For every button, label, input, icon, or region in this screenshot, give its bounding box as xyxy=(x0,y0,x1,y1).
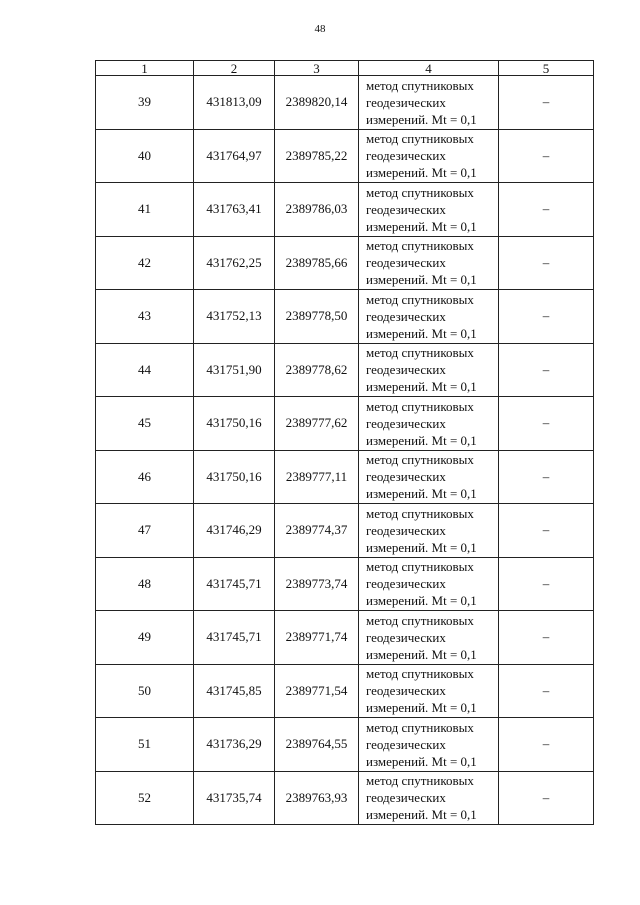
method-description xyxy=(359,236,499,290)
coordinate-y: 2389778,50 xyxy=(275,290,359,344)
table-row xyxy=(96,343,594,397)
coordinate-x: 431813,09 xyxy=(194,76,275,130)
coordinate-x: 431762,25 xyxy=(194,236,275,290)
method-line: метод спутниковых xyxy=(366,773,474,789)
method-description xyxy=(359,76,499,130)
method-line: метод спутниковых xyxy=(366,666,474,682)
method-line: метод спутниковых xyxy=(366,505,474,521)
point-number: 44 xyxy=(96,343,194,397)
method-line: геодезических xyxy=(366,576,446,592)
coordinate-x: 431745,71 xyxy=(194,611,275,665)
coordinate-y: 2389785,66 xyxy=(275,236,359,290)
coordinate-y: 2389777,11 xyxy=(275,450,359,504)
method-line: метод спутниковых xyxy=(366,559,474,575)
table-row xyxy=(96,76,594,130)
table-row xyxy=(96,664,594,718)
method-line: метод спутниковых xyxy=(366,612,474,628)
point-number: 41 xyxy=(96,183,194,237)
coordinate-y: 2389763,93 xyxy=(275,771,359,825)
method-line: геодезических xyxy=(366,469,446,485)
column-5-value: – xyxy=(499,183,594,237)
method-line: метод спутниковых xyxy=(366,238,474,254)
column-5-value: – xyxy=(499,397,594,451)
column-5-value: – xyxy=(499,236,594,290)
method-line: геодезических xyxy=(366,362,446,378)
table-row xyxy=(96,504,594,558)
method-description xyxy=(359,557,499,611)
coordinate-x: 431751,90 xyxy=(194,343,275,397)
method-description xyxy=(359,343,499,397)
method-description xyxy=(359,450,499,504)
method-description xyxy=(359,664,499,718)
method-line: метод спутниковых xyxy=(366,719,474,735)
method-line: измерений. Mt = 0,1 xyxy=(366,165,477,181)
column-5-value: – xyxy=(499,129,594,183)
point-number: 42 xyxy=(96,236,194,290)
column-5-value: – xyxy=(499,450,594,504)
method-line: метод спутниковых xyxy=(366,77,474,93)
method-line: геодезических xyxy=(366,736,446,752)
method-description xyxy=(359,611,499,665)
coordinate-y: 2389771,54 xyxy=(275,664,359,718)
coordinate-x: 431745,71 xyxy=(194,557,275,611)
table-row xyxy=(96,611,594,665)
method-description xyxy=(359,504,499,558)
page-number: 48 xyxy=(314,23,326,35)
method-line: измерений. Mt = 0,1 xyxy=(366,700,477,716)
method-line: метод спутниковых xyxy=(366,452,474,468)
method-line: измерений. Mt = 0,1 xyxy=(366,753,477,769)
method-description xyxy=(359,290,499,344)
method-line: метод спутниковых xyxy=(366,398,474,414)
table-row xyxy=(96,557,594,611)
table-row xyxy=(96,290,594,344)
method-description xyxy=(359,771,499,825)
method-line: метод спутниковых xyxy=(366,345,474,361)
method-line: геодезических xyxy=(366,148,446,164)
method-line: метод спутниковых xyxy=(366,184,474,200)
column-5-value: – xyxy=(499,771,594,825)
column-5-value: – xyxy=(499,76,594,130)
coordinate-y: 2389777,62 xyxy=(275,397,359,451)
point-number: 47 xyxy=(96,504,194,558)
point-number: 45 xyxy=(96,397,194,451)
method-description xyxy=(359,397,499,451)
column-header-1: 1 xyxy=(96,61,194,76)
method-line: измерений. Mt = 0,1 xyxy=(366,486,477,502)
coordinate-y: 2389774,37 xyxy=(275,504,359,558)
method-line: измерений. Mt = 0,1 xyxy=(366,379,477,395)
coordinate-y: 2389771,74 xyxy=(275,611,359,665)
coordinate-x: 431736,29 xyxy=(194,718,275,772)
coordinate-y: 2389820,14 xyxy=(275,76,359,130)
method-line: метод спутниковых xyxy=(366,131,474,147)
table-header xyxy=(96,61,594,76)
coordinate-y: 2389785,22 xyxy=(275,129,359,183)
method-line: геодезических xyxy=(366,94,446,110)
method-line: геодезических xyxy=(366,629,446,645)
method-line: измерений. Mt = 0,1 xyxy=(366,325,477,341)
method-line: измерений. Mt = 0,1 xyxy=(366,539,477,555)
point-number: 50 xyxy=(96,664,194,718)
point-number: 39 xyxy=(96,76,194,130)
method-line: геодезических xyxy=(366,790,446,806)
method-line: измерений. Mt = 0,1 xyxy=(366,272,477,288)
column-5-value: – xyxy=(499,718,594,772)
column-5-value: – xyxy=(499,664,594,718)
method-line: геодезических xyxy=(366,201,446,217)
point-number: 43 xyxy=(96,290,194,344)
column-header-4: 4 xyxy=(359,61,499,76)
method-line: геодезических xyxy=(366,683,446,699)
method-line: измерений. Mt = 0,1 xyxy=(366,218,477,234)
coordinate-y: 2389786,03 xyxy=(275,183,359,237)
column-header-3: 3 xyxy=(275,61,359,76)
column-header-2: 2 xyxy=(194,61,275,76)
method-line: измерений. Mt = 0,1 xyxy=(366,646,477,662)
point-number: 48 xyxy=(96,557,194,611)
method-line: метод спутниковых xyxy=(366,291,474,307)
point-number: 46 xyxy=(96,450,194,504)
method-description xyxy=(359,183,499,237)
column-5-value: – xyxy=(499,290,594,344)
column-5-value: – xyxy=(499,611,594,665)
coordinate-x: 431750,16 xyxy=(194,397,275,451)
point-number: 51 xyxy=(96,718,194,772)
coordinate-x: 431735,74 xyxy=(194,771,275,825)
column-5-value: – xyxy=(499,557,594,611)
method-line: геодезических xyxy=(366,255,446,271)
coordinate-x: 431745,85 xyxy=(194,664,275,718)
coordinate-y: 2389764,55 xyxy=(275,718,359,772)
method-line: измерений. Mt = 0,1 xyxy=(366,111,477,127)
column-5-value: – xyxy=(499,343,594,397)
coordinate-x: 431746,29 xyxy=(194,504,275,558)
point-number: 52 xyxy=(96,771,194,825)
table-body xyxy=(96,76,594,825)
method-line: геодезических xyxy=(366,415,446,431)
point-number: 40 xyxy=(96,129,194,183)
method-line: измерений. Mt = 0,1 xyxy=(366,807,477,823)
coordinate-x: 431752,13 xyxy=(194,290,275,344)
table-row xyxy=(96,718,594,772)
coordinate-x: 431763,41 xyxy=(194,183,275,237)
method-line: измерений. Mt = 0,1 xyxy=(366,432,477,448)
table-row xyxy=(96,397,594,451)
method-description xyxy=(359,718,499,772)
column-header-5: 5 xyxy=(499,61,594,76)
table-row xyxy=(96,183,594,237)
method-line: геодезических xyxy=(366,308,446,324)
table-row xyxy=(96,129,594,183)
coordinate-x: 431764,97 xyxy=(194,129,275,183)
coordinate-y: 2389773,74 xyxy=(275,557,359,611)
table-row xyxy=(96,450,594,504)
method-line: геодезических xyxy=(366,522,446,538)
coordinates-table xyxy=(95,60,594,825)
coordinate-x: 431750,16 xyxy=(194,450,275,504)
method-description xyxy=(359,129,499,183)
coordinate-y: 2389778,62 xyxy=(275,343,359,397)
table-row xyxy=(96,771,594,825)
header-row xyxy=(96,61,594,76)
method-line: измерений. Mt = 0,1 xyxy=(366,593,477,609)
column-5-value: – xyxy=(499,504,594,558)
table-row xyxy=(96,236,594,290)
point-number: 49 xyxy=(96,611,194,665)
